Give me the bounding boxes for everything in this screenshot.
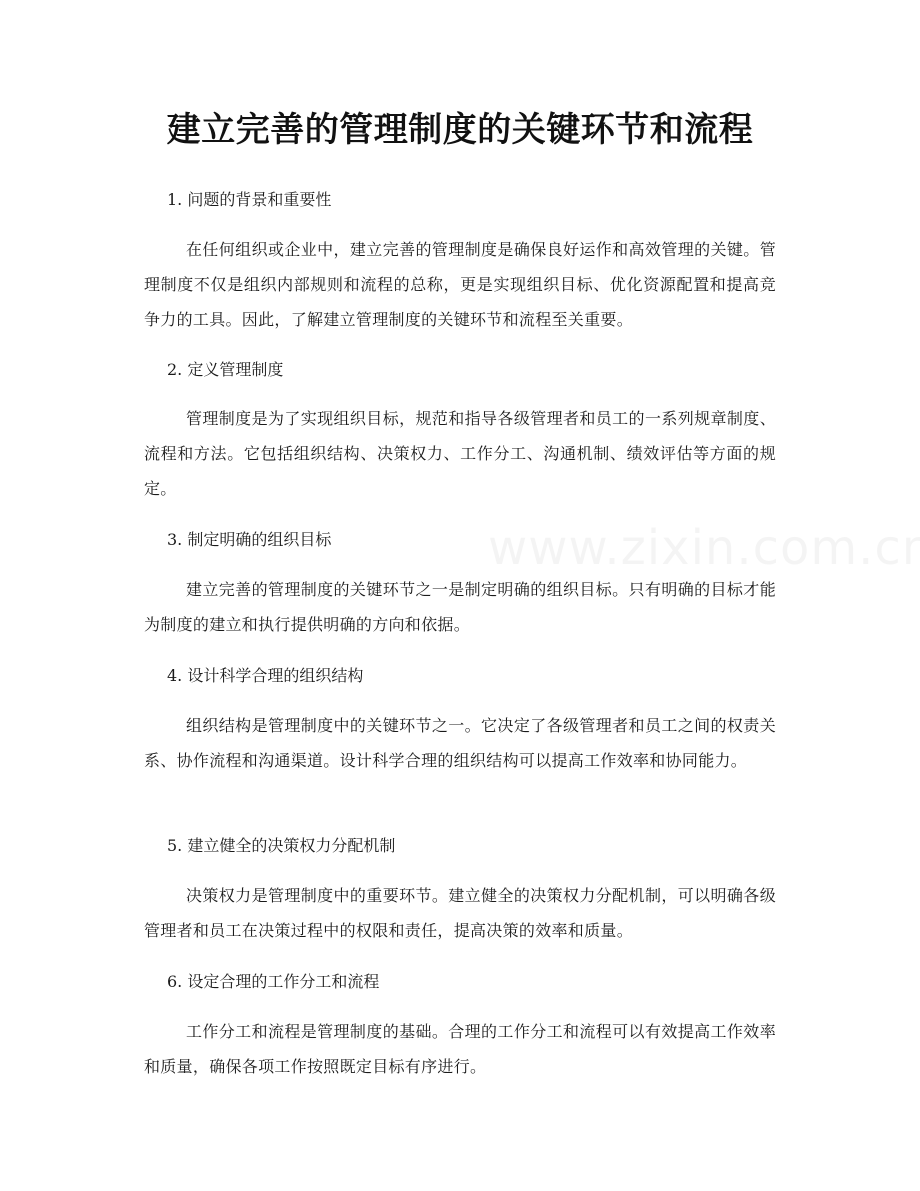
document-title: 建立完善的管理制度的关键环节和流程 [166, 110, 754, 150]
section-heading-6: 6. 设定合理的工作分工和流程 [167, 972, 380, 991]
watermark-text [488, 520, 920, 576]
section-body-4: 组织结构是管理制度中的关键环节之一。它决定了各级管理者和员工之间的权责关系、协作流程和沟通渠道。设计科学合理的组织结构可以提高工作效率和协同能力。 [144, 716, 776, 770]
section-body-2: 管理制度是为了实现组织目标，规范和指导各级管理者和员工的一系列规章制度、流程和方法。它包括组织结构、决策权力、工作分工、沟通机制、绩效评估等方面的规定。 [144, 409, 776, 498]
section-heading-2: 2. 定义管理制度 [167, 360, 284, 379]
section-body-5: 决策权力是管理制度中的重要环节。建立健全的决策权力分配机制，可以明确各级管理者和员工在决策过程中的权限和责任，提高决策的效率和质量。 [144, 886, 776, 940]
section-body-6: 工作分工和流程是管理制度的基础。合理的工作分工和流程可以有效提高工作效率和质量，确保各项工作按照既定目标有序进行。 [144, 1022, 776, 1076]
section-body-1: 在任何组织或企业中，建立完善的管理制度是确保良好运作和高效管理的关键。管理制度不仅是组织内部规则和流程的总称，更是实现组织目标、优化资源配置和提高竞争力的工具。因此，了解建立管理制度的关键环节和流程至关重要。 [144, 240, 776, 329]
section-heading-4: 4. 设计科学合理的组织结构 [167, 666, 364, 685]
section-body-3: 建立完善的管理制度的关键环节之一是制定明确的组织目标。只有明确的目标才能为制度的建立和执行提供明确的方向和依据。 [144, 580, 776, 634]
section-heading-3: 3. 制定明确的组织目标 [167, 530, 332, 549]
section-heading-1: 1. 问题的背景和重要性 [167, 190, 332, 209]
section-heading-5: 5. 建立健全的决策权力分配机制 [167, 836, 396, 855]
